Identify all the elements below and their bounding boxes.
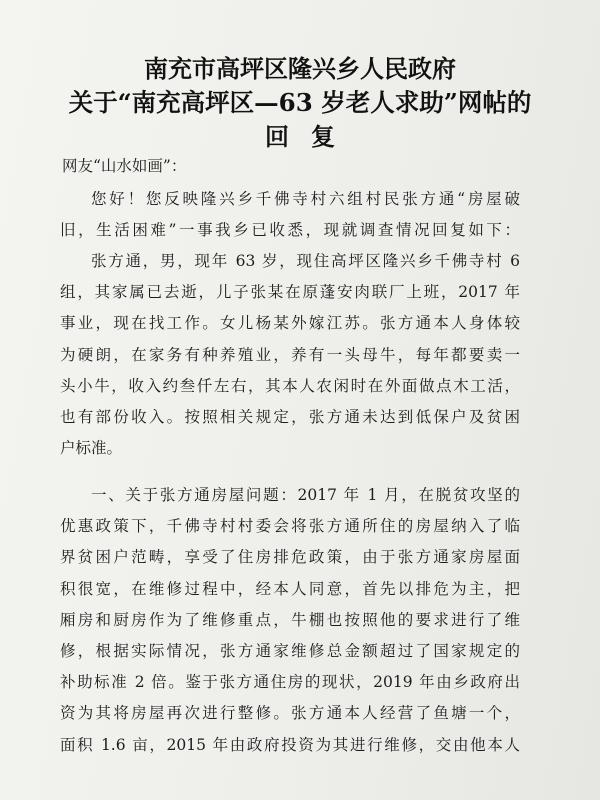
paragraph-line: 张方通，男，现年 63 岁，现住高坪区隆兴乡千佛寺村 6 bbox=[91, 252, 520, 270]
paragraph-line: 面积 1.6 亩，2015 年由政府投资为其进行维修，交由他本人 bbox=[60, 735, 520, 754]
paragraph-line: 事业，现在找工作。女儿杨某外嫁江苏。张方通本人身体较 bbox=[60, 314, 520, 333]
paragraph-line: 修，根据实际情况，张方通家维修总金额超过了国家规定的 bbox=[60, 641, 520, 660]
paragraph-housing bbox=[60, 480, 520, 761]
title-line-2: 关于“南充高坪区—63 岁老人求助”网帖的 bbox=[68, 88, 532, 117]
paragraph-line: 补助标准 2 倍。鉴于张方通住房的现状，2019 年由乡政府出 bbox=[60, 673, 520, 692]
title-line-1: 南充市高坪区隆兴乡人民政府 bbox=[144, 54, 456, 83]
paragraph-line: 旧，生活困难”一事我乡已收悉，现就调查情况回复如下： bbox=[60, 221, 520, 240]
paragraph-line: 厢房和厨房作为了维修重点，牛棚也按照他的要求进行了维 bbox=[60, 610, 520, 629]
paragraph-intro bbox=[60, 184, 520, 246]
paragraph-line: 组，其家属已去逝，儿子张某在原蓬安肉联厂上班，2017 年 bbox=[60, 283, 520, 302]
paragraph-line: 为硬朗，在家务有种养殖业，养有一头母牛，每年都要卖一 bbox=[60, 345, 520, 364]
paragraph-line: 优惠政策下，千佛寺村村委会将张方通所住的房屋纳入了临 bbox=[60, 517, 520, 536]
paragraph-line: 您好！您反映隆兴乡千佛寺村六组村民张方通“房屋破 bbox=[91, 190, 520, 208]
document-title bbox=[0, 52, 600, 154]
paragraph-line: 资为其将房屋再次进行整修。张方通本人经营了鱼塘一个， bbox=[60, 704, 520, 723]
paragraph-line: 也有部份收入。按照相关规定，张方通未达到低保户及贫困 bbox=[60, 407, 520, 426]
paragraph-line: 积很宽，在维修过程中，经本人同意，首先以排危为主，把 bbox=[60, 579, 520, 598]
paragraph-line: 头小牛，收入约叁仟左右，其本人农闲时在外面做点木工活， bbox=[60, 376, 520, 395]
paragraph-background bbox=[60, 246, 520, 464]
paragraph-line: 一、关于张方通房屋问题：2017 年 1 月，在脱贫攻坚的 bbox=[91, 486, 520, 504]
paragraph-line: 界贫困户范畴，享受了住房排危政策，由于张方通家房屋面 bbox=[60, 548, 520, 567]
paragraph-line: 户标准。 bbox=[60, 439, 123, 458]
title-line-3: 回复 bbox=[265, 122, 357, 151]
greeting: 网友“山水如画”： bbox=[62, 157, 187, 175]
